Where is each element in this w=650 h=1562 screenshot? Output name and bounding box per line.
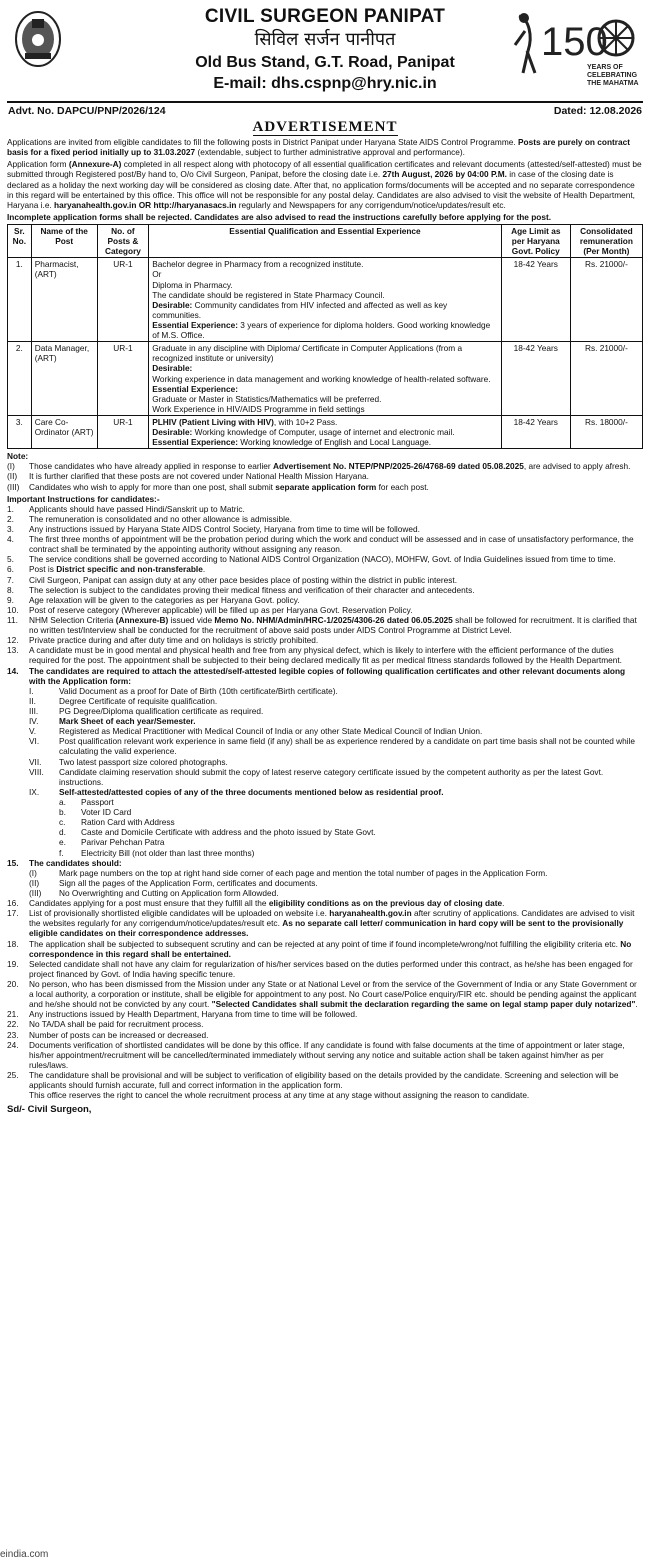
posts-table [7, 224, 643, 449]
qualification-cell: Bachelor degree in Pharmacy from a recognized institute. Or Diploma in Pharmacy. The candidate should be registered in State Pharmacy Council. Desirable: Community candidates from HIV infected and affected as well as key communities. Essential Experience: 3 years of experience for diploma holders. Good working knowledge of M.S. Office. [149, 258, 502, 342]
instruction-item: 10. Post of reserve category (Wherever applicable) will be filled up as per Haryana Govt. Reservation Policy. [7, 604, 413, 615]
instruction-item: 4. The first three months of appointment will be the probation period during which the work and conduct will be assessed and in case of unsatisfactory performance, the contract shall be terminated by the appointing authority without assigning any reason. [7, 534, 634, 555]
instruction-item: 16. Candidates applying for a post must ensure that they fulfill all the eligibility conditions as on the previous day of closing date. [7, 898, 505, 909]
instruction-item: 18. The application shall be subjected to subsequent scrutiny and can be rejected at any point of time if found incomplete/wrong/not fulfilling the eligibility criteria etc. No correspondence in this regard shall be entertained. [7, 938, 632, 959]
office-email: E-mail: dhs.cspnp@hry.nic.in [213, 74, 437, 92]
document-item: V. Registered as Medical Practitioner with Medical Council of India or any other State Medical Council of Indian Union. [29, 726, 483, 737]
instruction-item: 11. NHM Selection Criteria (Annexure-B) issued vide Memo No. NHM/Admin/HRC-1/2025/4306-26 dated 06.05.2025 shall be followed for recruitment. It is clarified that no written test/Interview shall be conducted for the recruitment of above said posts under AIDS Control Programme at District Level. [7, 615, 637, 636]
col-header-posts: No. of Posts & Category [97, 224, 149, 257]
document-item: IV. Mark Sheet of each year/Semester. [29, 716, 196, 727]
candidate-duty-item: (III) No Overwrighting and Cutting on Application form Allowded. [29, 887, 279, 898]
instruction-item: 21. Any instructions issued by Health Department, Haryana from time to time will be followed. [7, 1009, 358, 1020]
instruction-item: 9. Age relaxation will be given to the categories as per Haryana Govt. policy. [7, 594, 300, 605]
qualification-cell: Graduate in any discipline with Diploma/ Certificate in Computer Applications (from a recognized institute or university) Desirable: Working experience in data management and working knowledge of health-related software. Essential Experience: Graduate or Master in Statistics/Mathematics will be preferred. Work Experience in HIV/AIDS Programme in field settings [149, 342, 502, 416]
candidate-duty-item: (II) Sign all the pages of the Application Form, certificates and documents. [29, 877, 318, 888]
instruction-item: 15. The candidates should: [7, 857, 122, 868]
instruction-item: 22. No TA/DA shall be paid for recruitment process. [7, 1019, 204, 1030]
advt-date: Dated: 12.08.2026 [553, 105, 642, 117]
gandhi-150-logo-icon [511, 11, 639, 91]
document-item: I. Valid Document as a proof for Date of Birth (10th certificate/Birth certificate). [29, 685, 338, 696]
note-heading: Note: [7, 451, 29, 462]
haryana-emblem-icon [13, 9, 63, 71]
intro-paragraph-1: Applications are invited from eligible candidates to fill the following posts in District Panipat under Haryana State AIDS Control Programme. Posts are purely on contract basis for a fixed period initially up to 31.03.2027 (extendable, subject to further administrative approval and performance). [7, 137, 631, 158]
col-header-post: Name of the Post [31, 224, 97, 257]
note-item: (III) Candidates who wish to apply for more than one post, shall submit separate application form for each post. [7, 481, 429, 492]
instruction-item: 20. No person, who has been dismissed from the Mission under any State or at National Level or from the service of the Government of India or any State Government or a local authority, a corporation or institute, shall be eligible for appointment to any post. No Court case/Police enquiry/FIR etc. should be pending against the applicant and he/she should not be convicted by any court. "Selected Candidates shall submit the declaration regarding the same on legal stamp paper duly notarized". [7, 978, 638, 1010]
instructions-heading: Important Instructions for candidates:- [7, 493, 160, 504]
advt-row [7, 101, 643, 118]
col-header-remuneration: Consolidated remuneration (Per Month) [570, 224, 642, 257]
table-row: 3. Care Co-Ordinator (ART) UR-1 PLHIV (Patient Living with HIV), with 10+2 Pass. Desirable: Working knowledge of Computer, usage of internet and electronic mail. Essential Experience: Working knowledge of English and Local Language. 18-42 Years Rs. 18000/- [8, 415, 643, 448]
logo-text-1: YEARS OF [587, 64, 623, 71]
instruction-item: 6. Post is District specific and non-transferable. [7, 564, 206, 575]
residential-proof-item: e. Parivar Pehchan Patra [59, 837, 165, 848]
document-item: VII. Two latest passport size colored photographs. [29, 756, 228, 767]
office-title: CIVIL SURGEON PANIPAT [204, 6, 446, 27]
instruction-item: 2. The remuneration is consolidated and no other allowance is admissible. [7, 513, 292, 524]
instruction-item: 14. The candidates are required to attach the attested/self-attested legible copies of following qualification certificates and other relevant documents along with the Application form: [7, 665, 626, 686]
instruction-item: 19. Selected candidate shall not have any claim for regularization of his/her services based on the duties performed under this contract, as he/she has been engaged for project financed by Govt. of India having specific tenure. [7, 958, 633, 979]
office-title-hindi: सिविल सर्जन पानीपत [254, 29, 396, 51]
table-header-row [8, 224, 643, 257]
candidate-duty-item: (I) Mark page numbers on the top at right hand side corner of each page and mention the total number of pages in the Application Form. [29, 867, 548, 878]
advertisement-heading: ADVERTISEMENT [252, 118, 398, 135]
residential-proof-item: d. Caste and Domicile Certificate with address and the photo issued by State Govt. [59, 827, 376, 838]
instruction-item: 3. Any instructions issued by Haryana State AIDS Control Society, Haryana from time to time will be followed. [7, 524, 420, 535]
residential-proof-item: b. Voter ID Card [59, 807, 132, 818]
instruction-item: 17. List of provisionally shortlisted eligible candidates will be uploaded on website i.e. haryanahealth.gov.in after scrutiny of applications. Candidates are advised to visit the websites regularly for any corrigendum/notice/updates/result etc. As no separate call letter/ communication in hard copy will be sent to the provisionally eligible candidates on their correspondence addresses. [7, 908, 635, 939]
residential-proof-item: f. Electricity Bill (not older than last three months) [59, 847, 255, 858]
instruction-item: 5. The service conditions shall be governed according to National AIDS Control Organization (NACO), MOHFW, Govt. of India Guidelines issued from time to time. [7, 554, 616, 565]
document-item: II. Degree Certificate of requisite qualification. [29, 695, 218, 706]
signature: Sd/- Civil Surgeon, [7, 1104, 92, 1116]
intro-paragraph-3: Incomplete application forms shall be rejected. Candidates are also advised to read the instructions carefully before applying for the post. [7, 211, 552, 222]
col-header-age: Age Limit as per Haryana Govt. Policy [501, 224, 570, 257]
instruction-item: 7. Civil Surgeon, Panipat can assign duty at any other pace besides place of posting within the district in public interest. [7, 574, 457, 585]
advt-number: Advt. No. DAPCU/PNP/2026/124 [8, 105, 166, 117]
logo-text-3: THE MAHATMA [587, 80, 639, 87]
note-item: (II) It is further clarified that these posts are not covered under National Health Mission Haryana. [7, 471, 369, 482]
table-row: 1. Pharmacist, (ART) UR-1 Bachelor degree in Pharmacy from a recognized institute. Or Diploma in Pharmacy. The candidate should be registered in State Pharmacy Council. Desirable: Community candidates from HIV infected and affected as well as key communities. Essential Experience: 3 years of experience for diploma holders. Good working knowledge of M.S. Office. 18-42 Years Rs. 21000/- [8, 258, 643, 342]
residential-proof-item: c. Ration Card with Address [59, 817, 175, 828]
table-row: 2. Data Manager, (ART) UR-1 Graduate in any discipline with Diploma/ Certificate in Computer Applications (from a recognized institute or university) Desirable: Working experience in data management and working knowledge of health-related software. Essential Experience: Graduate or Master in Statistics/Mathematics will be preferred. Work Experience in HIV/AIDS Programme in field settings 18-42 Years Rs. 21000/- [8, 342, 643, 416]
advertisement-page [7, 0, 643, 1116]
intro-paragraph-2: Application form (Annexure-A) completed in all respect along with photocopy of all essential qualification certificates and relevant documents (attested/self-attested) must be submitted through Registered post/By hand to, O/o Civil Surgeon, Panipat, before the closing date i.e. 27th August, 2026 by 04:00 P.M. in case of the closing date is declared as a holiday the next working day will be considered as closing date. After that, no application forms/documents will be accepted and no separate correspondence in this regard will be entertained by this office. This office will not be responsible for any postal delay. Candidates are also advised to visit the website of Health Department, Haryana i.e. haryanahealth.gov.in OR http://haryanasacs.in regularly and Newspapers for any corrigendum/notice/updates/result etc. [7, 159, 642, 210]
qualification-cell: PLHIV (Patient Living with HIV), with 10+2 Pass. Desirable: Working knowledge of Computer, usage of internet and electronic mail. Essential Experience: Working knowledge of English and Local Language. [149, 415, 502, 448]
note-item: (I) Those candidates who have already applied in response to earlier Advertisement No. NTEP/PNP/2025-26/4768-69 dated 05.08.2025, are advised to apply afresh. [7, 461, 631, 472]
instruction-item: 24. Documents verification of shortlisted candidates will be done by this office. If any candidate is found with false documents at the time of appointment or later stage, his/her appointment/recruitment will be cancelled/terminated immediately without serving any notice and suitable action shall be taken against him/her as per rules/laws. [7, 1039, 625, 1070]
letterhead [7, 5, 643, 101]
instruction-item: 12. Private practice during and after duty time and on holidays is strictly prohibited. [7, 635, 319, 646]
instruction-item: 1. Applicants should have passed Hindi/Sanskrit up to Matric. [7, 503, 245, 514]
document-item: IX. Self-attested/attested copies of any of the three documents mentioned below as residential proof. [29, 786, 444, 797]
document-item: VIII. Candidate claiming reservation should submit the copy of latest reserve category certificate issued by the competent authority as per the latest Govt. instructions. [29, 766, 604, 787]
logo-number: 150 [541, 20, 608, 64]
document-item: VI. Post qualification relevant work experience in same field (if any) shall be as experience rendered by a candidate on part time basis shall not be counted while calculating the valid experience. [29, 736, 636, 757]
instruction-item: 13. A candidate must be in good mental and physical health and free from any physical defect, which is likely to interfere with the efficient performance of the duties required for the post. The appointment shall be subjected to their being declared medically fit as per medical fitness standards followed by the Health Department. [7, 645, 622, 666]
watermark: eindia.com [0, 1549, 49, 1560]
instruction-item: 23. Number of posts can be increased or decreased. [7, 1029, 209, 1040]
col-header-qualification: Essential Qualification and Essential Experience [149, 224, 502, 257]
col-header-sr: Sr. No. [8, 224, 32, 257]
residential-proof-item: a. Passport [59, 796, 114, 807]
office-address: Old Bus Stand, G.T. Road, Panipat [195, 54, 455, 72]
document-item: III. PG Degree/Diploma qualification certificate as required. [29, 706, 264, 716]
instruction-item: 8. The selection is subject to the candidates proving their medical fitness and verification of their character and antecedents. [7, 584, 475, 595]
logo-text-2: CELEBRATING [587, 72, 638, 79]
instruction-item: 25. The candidature shall be provisional and will be subject to verification of eligibility based on the details provided by the candidate. Screening and selection will be applicants should furnish accurate, full and correct information in the application form. This office reserves the right to cancel the whole recruitment process at any time at any stage without assigning the reason to candidate. [7, 1069, 619, 1101]
